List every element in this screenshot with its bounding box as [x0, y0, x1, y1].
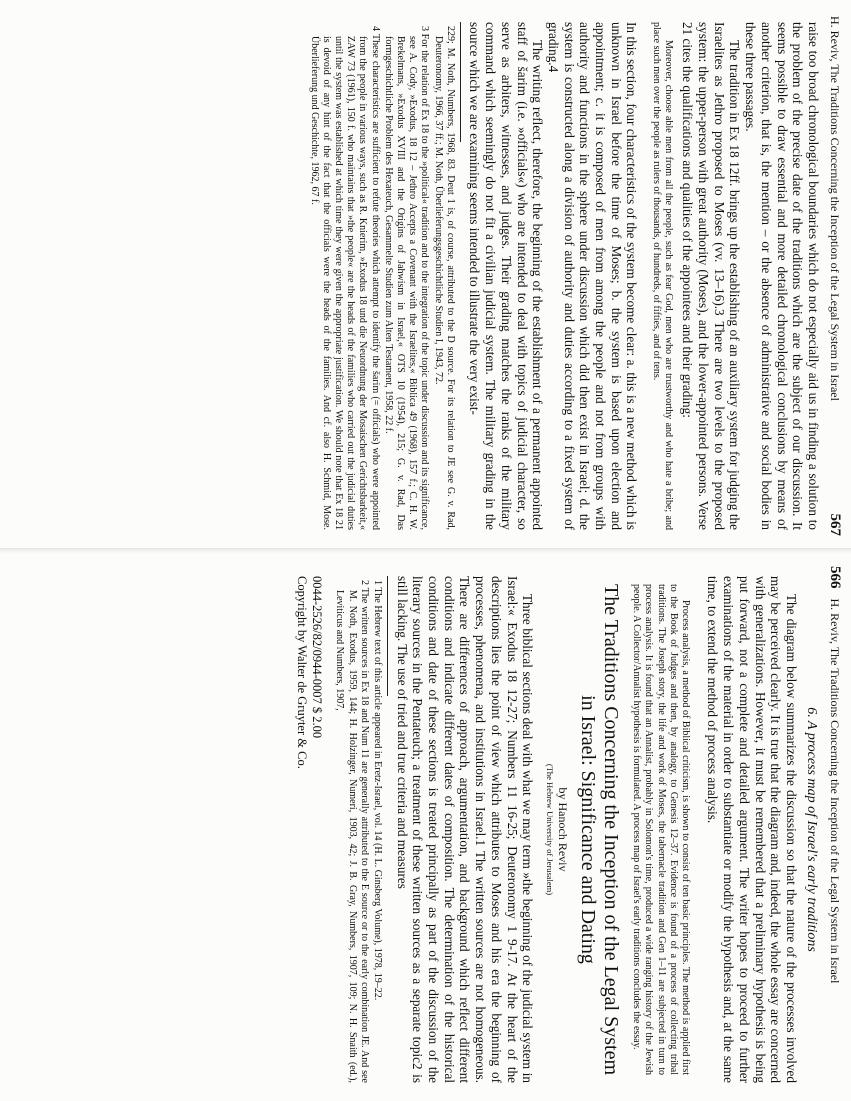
copyright-line: Copyright by Walter de Gruyter & Co. — [295, 576, 310, 769]
affiliation: (The Hebrew University of Jerusalem) — [545, 763, 556, 896]
block-quote: Moreover, choose able men from all the people, such as fear God, men who are trustworthy and who hate a bribe; and place such men over the people as rulers of thousands, of hundreds, of fifties, and of tens. — [650, 22, 674, 530]
body-paragraph: In this section, four characteristics of the system become clear: a. this is a new method which is unknown in Israel before the time of Moses; b. the system is based upon election and appointment; c. it is composed of men from among the people and not from groups with authority and functions in the sphere under discussion which did then exist in Israel; d. the system is constructed along a division of authority and duties according to a fixed system of grading.4 — [545, 22, 640, 530]
body-paragraph: raise too broad chronological boundaries which do not especially aid us in finding a solution to the problem of the precise date of the traditions which are the subject of our discussion. It seems possible to draw essential and more detailed chronological conclusions by means of another criterion, that is, the mention – or the absence of administrative and social bodies in these three passages. — [743, 22, 821, 530]
body-paragraph: Three biblical sections deal with what we may term »the beginning of the judicial system in Israel:« Exodus 18 12-27; Numbers 11 16-25; Deuteronomy 1 9-17. At the heart of the descriptions lies the point of view which attributes to Moses and his era the beginning of processes, phenomena, and institutions in Israel.1 The written sources are not homogeneous. There are differences of approach, argumentation, and background which reflect different conditions and indicate different dates of composition. The determination of the historical conditions and date of these sections is treated principally as part of the discussion of the literary sources in the Pentateuch; a treatment of these written sources as a separate topic2 is still lacking. The use of tried and true criteria and measures — [394, 576, 536, 1083]
footnote: 2 The written sources in Ex 18 and Num 11 are generally attributed to the E source or to the early combination JE. And see M. Noth, Exodus, 1959, 144; H. Holzinger, Numeri, 1903, 42; J. B. Gray, Numbers, 1907, 109; N. H. Snaith (ed.), Leviticus and Numbers, 1907, — [334, 580, 370, 1083]
article-title: The Traditions Concerning the Inception of the Legal System in Israel: Significance and Dating — [577, 583, 623, 1076]
page-number: 567 — [827, 513, 844, 536]
footnote: 1 The Hebrew text of this article appeared in Eretz-Israel, vol. 14 (H. L. Ginsberg Volume), 1978, 19–22. — [371, 580, 383, 1001]
lower-page — [0, 554, 851, 1101]
running-header — [825, 566, 845, 1089]
main-column — [294, 576, 821, 1083]
page-number: 566 — [827, 566, 844, 589]
main-column — [306, 22, 821, 530]
body-paragraph: The tradition in Ex 18 12ff. brings up the establishing of an auxiliary system for judging the Israelites as Jethro proposed to Moses (vv. 13–16).3 There are two levels to the proposed system: the upper-person with great authority (Moses), and the lower-appointed persons. Verse 21 cites the qualifications and qualities of the appointees and their grading: — [680, 22, 743, 530]
abstract: Process analysis, a method of Biblical criticism, is shown to consist of ten basic principles. The method is applied first to the Book of Judges and then, by analogy, to Genesis 12–37. Evidence is found of a process of collecting tribal traditions. The Joseph story, the life and work of Moses, the tabernacle tradition and Gen 1–11 are subjected in turn to process analysis. It is found that an Annalist, probably in Solomon's time, produced a wide ranging history of the Jewish people. A Collector/Annalist hypothesis is formulated. A process map of Israel's early traditions concludes the essay. — [631, 584, 691, 1075]
footnote-rule — [460, 22, 461, 142]
running-title: H. Reviv, The Traditions Concerning the Inception of the Legal System in Israel — [828, 598, 843, 984]
author: by Hanoch Reviv — [556, 787, 571, 872]
upper-page — [0, 0, 851, 548]
footnote: 229; M. Noth, Numbers, 1968, 83. Deut 1 is, of course, attributed to the D source. For its relation to JE see G. v. Rad, Deuteronomy, 1966, 37 ff.; M. Noth, Überlieferungsgeschichtliche Studien I, 1943, 72. — [432, 26, 456, 530]
section-title: 6. A process map of Israel's early traditions — [804, 707, 819, 952]
footnote-rule — [387, 576, 388, 696]
footnote: 4 These characteristics are sufficient to refute theories which attempt to identify the šarim (= officials) who were appointed from the people in various ways, such as R. Knierim, »Exodus 18 und die Neuordnung der Mosaischen Gerichtsbarkeit,« ZAW 73 (1961), 150 f. who maintains that »the people« are the heads of the families who carried out the judicial duties until the system was established at which time they were given the appropriate justification. We should note that Ex 18 21 is devoid of any hint of the fact that the officials were the heads of the families. And cf. also H. Schmid, Mose. Überlieferung und Geschichte, 1962, 67 f. — [308, 26, 381, 530]
running-title: H. Reviv, The Traditions Concerning the Inception of the Legal System in Israel — [828, 16, 843, 401]
footnote: 3 For the relation of Ex 18 to the »political« tradition and to the integration of the topic under discussion and its significance, see A. Cody, »Exodus, 18 12 – Jethro Accepts a Covenant with the Israelites,« Biblica 49 (1968), 157 f.; C. H. W. Brekelmans, »Exodus XVIII and the Origins of Jahwism in Israel,« OTS 10 (1954), 215; G. v. Rad, Das formgeschichtliche Problem des Hexateuch, Gesammelte Studien zum Alten Testament, 1958, 22 f. — [382, 26, 431, 530]
body-paragraph: The diagram below summarizes the discussion so that the nature of the processes involved may be perceived clearly. It is true that the diagram and, indeed, the whole essay are concerned with generalizations. However, it must be remembered that a preliminary hypothesis is being put forward, not a complete and detailed argument. The writer hopes to proceed to further examinations of the material in order to substantiate or modify the hypothesis and, at the same time, to extend the method of process analysis. — [705, 576, 799, 1083]
running-header — [825, 12, 845, 536]
issn-line: 0044-2526/82/0944-0007 $ 2.00 — [310, 576, 325, 739]
body-paragraph: The writing reflect, therefore, the beginning of the establishment of a permanent appointed staff of šarim (i.e. »officials«) who are intended to deal with topics of judicial character, so serve as arbiters, witnesses, and judges. Their grading matches the ranks of the military command which seemingly do not fit a civilian judicial system. The military grading in the source which we are examining seems intended to illustrate the very exist- — [467, 22, 546, 530]
